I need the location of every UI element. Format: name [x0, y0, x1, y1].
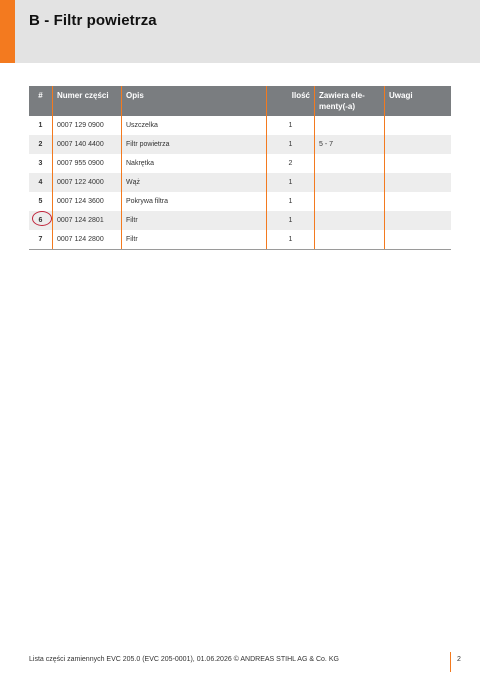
cell-quantity: 1: [267, 173, 315, 192]
column-header-quantity: Ilość: [267, 86, 315, 116]
row-number-text: 6: [38, 217, 43, 224]
cell-part-number: 0007 124 2801: [53, 211, 122, 230]
header-band: [0, 0, 480, 63]
cell-description: Nakrętka: [122, 154, 267, 173]
cell-description: Filtr powietrza: [122, 135, 267, 154]
table-row: [29, 211, 451, 230]
cell-part-number: 0007 122 4000: [53, 173, 122, 192]
cell-part-number: 0007 124 3600: [53, 192, 122, 211]
cell-description: Uszczelka: [122, 116, 267, 135]
cell-number: [29, 211, 53, 230]
cell-contains: [315, 230, 385, 250]
cell-notes: [385, 230, 452, 250]
column-header-number: #: [29, 86, 53, 116]
cell-notes: [385, 173, 452, 192]
cell-part-number: 0007 140 4400: [53, 135, 122, 154]
cell-notes: [385, 135, 452, 154]
cell-description: Filtr: [122, 211, 267, 230]
cell-contains: [315, 154, 385, 173]
table-row: [29, 116, 451, 135]
cell-description: Wąż: [122, 173, 267, 192]
cell-number: 1: [29, 116, 53, 135]
cell-notes: [385, 116, 452, 135]
table-row: [29, 230, 451, 250]
cell-number: 4: [29, 173, 53, 192]
page-title: B - Filtr powietrza: [29, 12, 157, 29]
table-header-row: [29, 86, 451, 116]
cell-part-number: 0007 129 0900: [53, 116, 122, 135]
cell-contains: [315, 192, 385, 211]
cell-notes: [385, 192, 452, 211]
footer-text: Lista części zamiennych EVC 205.0 (EVC 205-0001), 01.06.2026 © ANDREAS STIHL AG & Co. KG: [29, 656, 339, 663]
cell-contains: 5 - 7: [315, 135, 385, 154]
cell-notes: [385, 211, 452, 230]
cell-quantity: 1: [267, 192, 315, 211]
table-row: [29, 192, 451, 211]
cell-quantity: 1: [267, 230, 315, 250]
cell-contains: [315, 211, 385, 230]
column-header-description: Opis: [122, 86, 267, 116]
cell-number: 3: [29, 154, 53, 173]
cell-number: 7: [29, 230, 53, 250]
cell-quantity: 1: [267, 135, 315, 154]
table-row: [29, 173, 451, 192]
footer-divider: [450, 652, 451, 672]
cell-quantity: 1: [267, 211, 315, 230]
table-row: [29, 154, 451, 173]
cell-part-number: 0007 955 0900: [53, 154, 122, 173]
cell-description: Pokrywa filtra: [122, 192, 267, 211]
parts-table: [29, 86, 451, 250]
cell-contains: [315, 116, 385, 135]
column-header-notes: Uwagi: [385, 86, 452, 116]
cell-notes: [385, 154, 452, 173]
cell-quantity: 2: [267, 154, 315, 173]
cell-number: 2: [29, 135, 53, 154]
cell-contains: [315, 173, 385, 192]
cell-number: 5: [29, 192, 53, 211]
red-circle-annotation: [32, 211, 52, 226]
cell-description: Filtr: [122, 230, 267, 250]
cell-quantity: 1: [267, 116, 315, 135]
table-row: [29, 135, 451, 154]
accent-bar: [0, 0, 15, 63]
circled-number: [39, 215, 43, 226]
column-header-contains: Zawiera ele- menty(-a): [315, 86, 385, 116]
page-number: 2: [457, 656, 461, 663]
cell-part-number: 0007 124 2800: [53, 230, 122, 250]
column-header-part-number: Numer części: [53, 86, 122, 116]
